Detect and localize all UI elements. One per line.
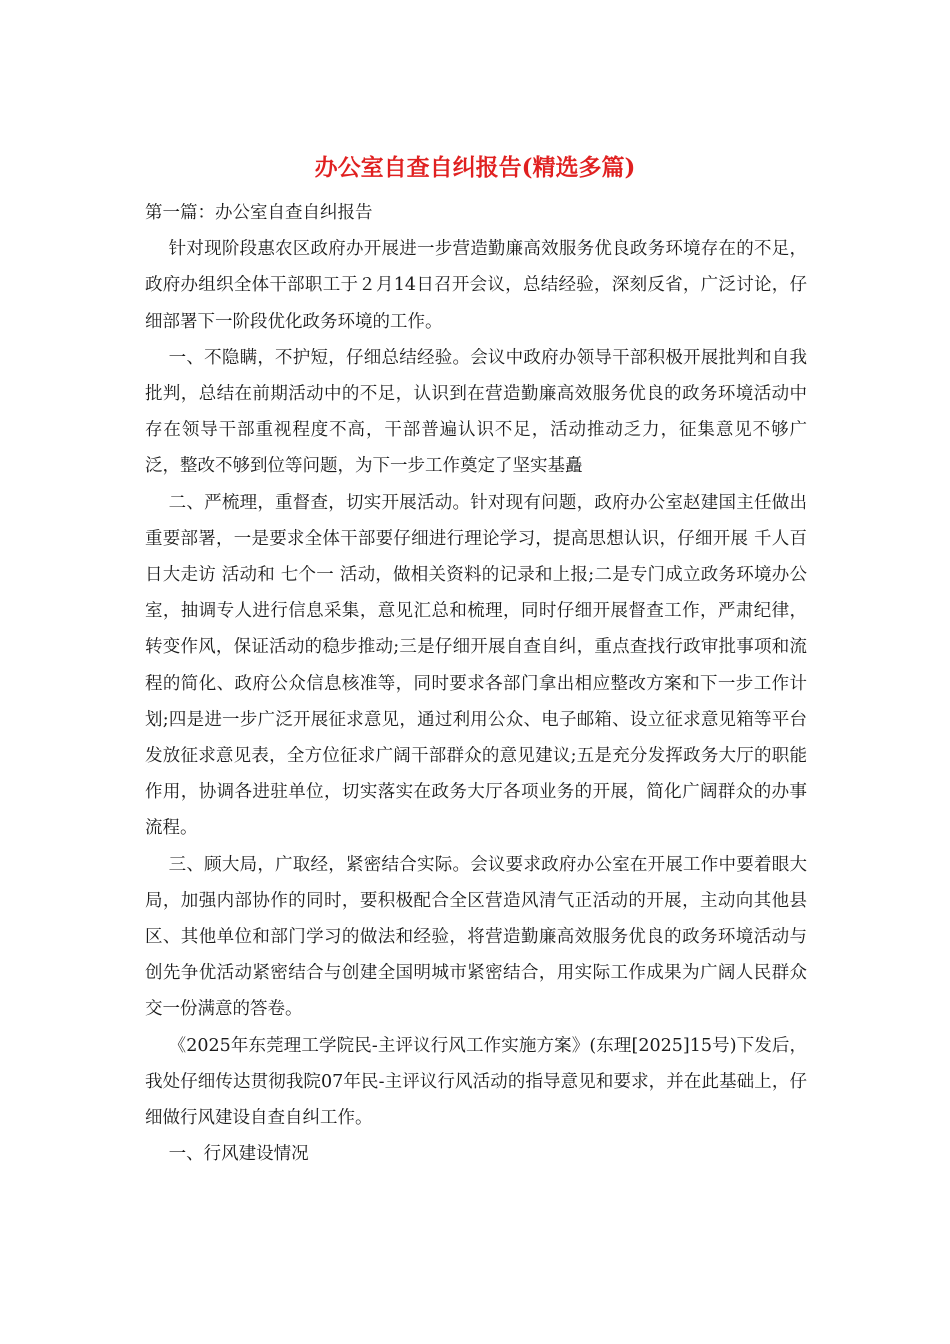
section-heading: 第一篇：办公室自查自纠报告: [145, 203, 373, 223]
paragraph-point-one: 一、不隐瞒，不护短，仔细总结经验。会议中政府办领导干部积极开展批判和自我批判，总结在前期活动中的不足，认识到在营造勤廉高效服务优良的政务环境活动中存在领导干部重视程度不高，干部普遍认识不足，活动推动乏力，征集意见不够广泛，整改不够到位等问题，为下一步工作奠定了坚实基矗: [145, 347, 807, 477]
paragraph-second-article: 《2025年东莞理工学院民-主评议行风工作实施方案》(东理[2025]15号)下发后，我处仔细传达贯彻我院07年民-主评议行风活动的指导意见和要求，并在此基础上，仔细做行风建设自查自纠工作。: [145, 1035, 807, 1129]
paragraph-point-three: 三、顾大局，广取经，紧密结合实际。会议要求政府办公室在开展工作中要着眼大局，加强内部协作的同时，要积极配合全区营造风清气正活动的开展，主动向其他县区、其他单位和部门学习的做法和经验，将营造勤廉高效服务优良的政务环境活动与创先争优活动紧密结合与创建全国明城市紧密结合，用实际工作成果为广阔人民群众交一份满意的答卷。: [145, 854, 807, 1020]
document-title: 办公室自查自纠报告(精选多篇): [314, 154, 636, 181]
paragraph-intro: 针对现阶段惠农区政府办开展进一步营造勤廉高效服务优良政务环境存在的不足，政府办组织全体干部职工于２月14日召开会议，总结经验，深刻反省，广泛讨论，仔细部署下一阶段优化政务环境的工作。: [145, 239, 807, 332]
paragraph-point-two: 二、严梳理，重督查，切实开展活动。针对现有问题，政府办公室赵建国主任做出重要部署，一是要求全体干部要仔细进行理论学习，提高思想认识，仔细开展 千人百日大走访 活动和 七个一 活动，做相关资料的记录和上报;二是专门成立政务环境办公室，抽调专人进行信息采集，意见汇总和梳理，同时仔细开展督查工作，严肃纪律，转变作风，保证活动的稳步推动;三是仔细开展自查自纠，重点查找行政审批事项和流程的简化、政府公众信息核准等，同时要求各部门拿出相应整改方案和下一步工作计划;四是进一步广泛开展征求意见，通过利用公众、电子邮箱、设立征求意见箱等平台发放征求意见表，全方位征求广阔干部群众的意见建议;五是充分发挥政务大厅的职能作用，协调各进驻单位，切实落实在政务大厅各项业务的开展，简化广阔群众的办事流程。: [145, 492, 807, 839]
paragraph-subheading: 一、行风建设情况: [168, 1144, 309, 1165]
document-body: [145, 195, 807, 1172]
